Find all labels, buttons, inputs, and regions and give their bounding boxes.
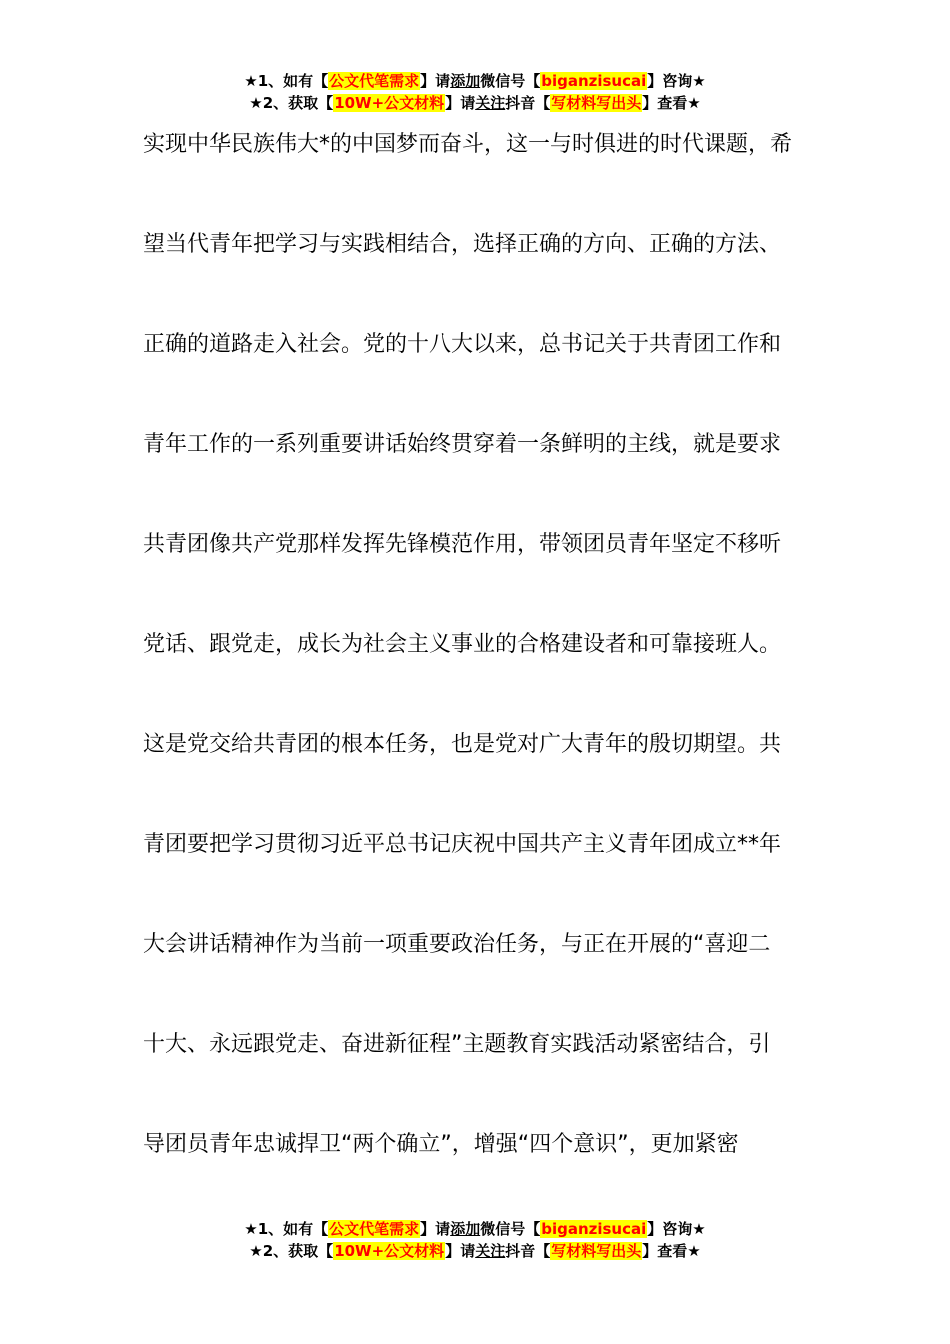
banner-text: 】咨询★	[647, 1220, 706, 1238]
highlight-douyin-account: 写材料写出头	[551, 94, 642, 112]
highlight-service: 公文代笔需求	[329, 72, 420, 90]
banner-line-2	[0, 92, 950, 114]
banner-text: ★1、如有【	[244, 72, 329, 90]
header-banner	[0, 70, 950, 114]
body-line: 正确的道路走入社会。党的十八大以来，总书记关于共青团工作和	[143, 332, 782, 357]
banner-text: 抖音【	[505, 1242, 551, 1260]
banner-text: 】请	[445, 94, 476, 112]
highlight-wechat-id: biganzisucai	[541, 72, 647, 90]
body-line: 十大、永远跟党走、奋进新征程”主题教育实践活动紧密结合，引	[143, 1032, 771, 1057]
body-line: 导团员青年忠诚捍卫“两个确立”，增强“四个意识”，更加紧密	[143, 1132, 739, 1157]
underlined-text: 关注	[475, 94, 506, 112]
body-line: 共青团像共产党那样发挥先锋模范作用，带领团员青年坚定不移听	[143, 532, 782, 557]
banner-text: 微信号【	[480, 72, 541, 90]
banner-text: ★2、获取【	[249, 1242, 334, 1260]
body-line: 望当代青年把学习与实践相结合，选择正确的方向、正确的方法、	[143, 232, 782, 257]
highlight-materials: 10W+公文材料	[334, 1242, 445, 1260]
banner-text: ★2、获取【	[249, 94, 334, 112]
body-line: 党话、跟党走，成长为社会主义事业的合格建设者和可靠接班人。	[143, 632, 782, 657]
document-body	[143, 124, 813, 1224]
body-line: 实现中华民族伟大*的中国梦而奋斗，这一与时俱进的时代课题，希	[143, 132, 793, 157]
banner-text: 微信号【	[480, 1220, 541, 1238]
banner-line-1	[0, 1218, 950, 1240]
highlight-materials: 10W+公文材料	[334, 94, 445, 112]
banner-text: 抖音【	[505, 94, 551, 112]
banner-text: 】请	[420, 1220, 451, 1238]
body-line: 大会讲话精神作为当前一项重要政治任务，与正在开展的“喜迎二	[143, 932, 771, 957]
banner-text: 】请	[420, 72, 451, 90]
highlight-douyin-account: 写材料写出头	[551, 1242, 642, 1260]
body-line: 这是党交给共青团的根本任务，也是党对广大青年的殷切期望。共	[143, 732, 782, 757]
body-line: 青团要把学习贯彻习近平总书记庆祝中国共产主义青年团成立**年	[143, 832, 782, 857]
banner-line-2	[0, 1240, 950, 1262]
banner-text: 】查看★	[642, 94, 701, 112]
underlined-text: 添加	[450, 72, 481, 90]
underlined-text: 添加	[450, 1220, 481, 1238]
underlined-text: 关注	[475, 1242, 506, 1260]
highlight-wechat-id: biganzisucai	[541, 1220, 647, 1238]
banner-text: 】查看★	[642, 1242, 701, 1260]
banner-text: 】咨询★	[647, 72, 706, 90]
banner-text: 】请	[445, 1242, 476, 1260]
banner-line-1	[0, 70, 950, 92]
body-line: 青年工作的一系列重要讲话始终贯穿着一条鲜明的主线，就是要求	[143, 432, 782, 457]
footer-banner	[0, 1218, 950, 1262]
banner-text: ★1、如有【	[244, 1220, 329, 1238]
highlight-service: 公文代笔需求	[329, 1220, 420, 1238]
